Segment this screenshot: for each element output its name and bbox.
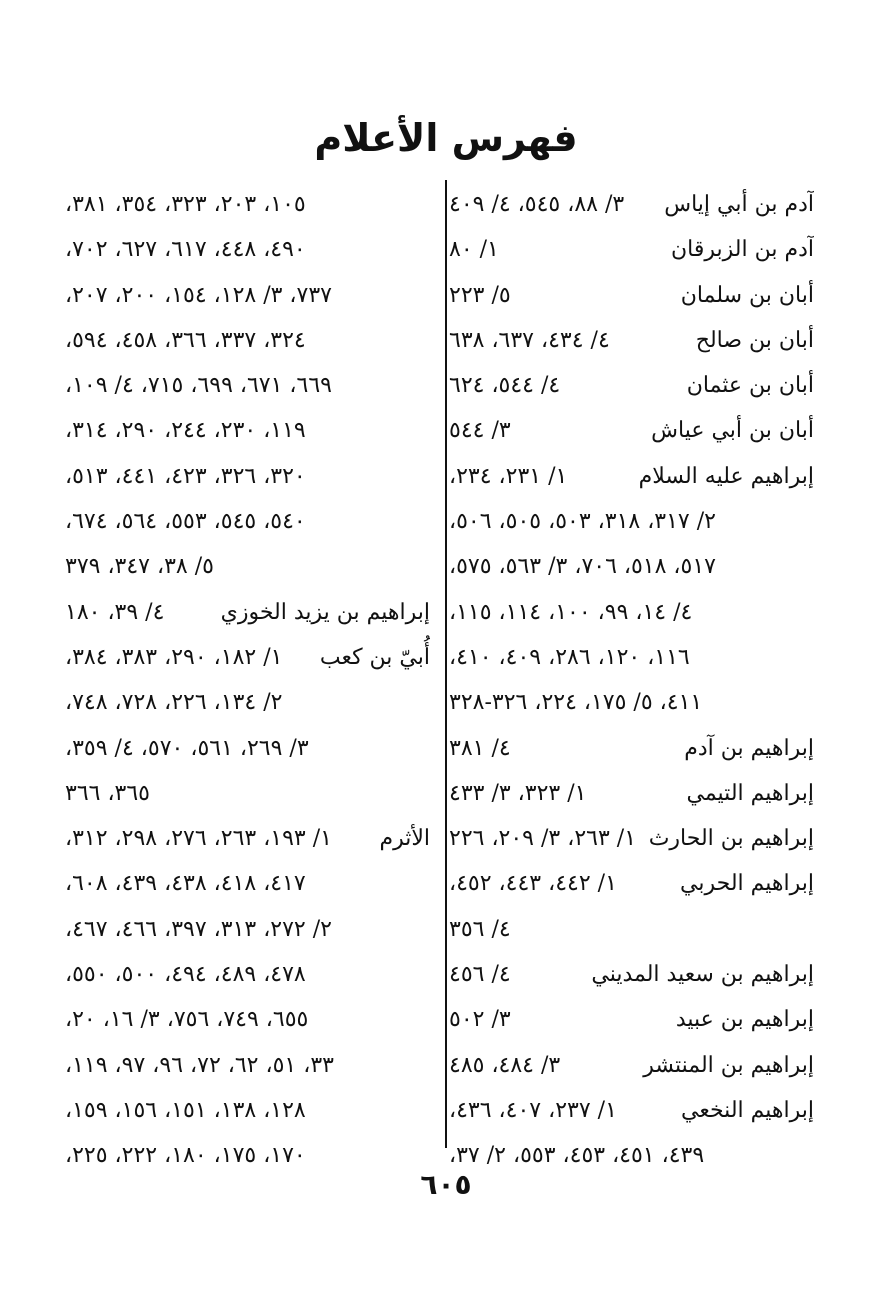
entry-name: إبراهيم بن يزيد الخوزي — [220, 599, 430, 625]
entry-page-refs: ٤/ ٣٩، ١٨٠ — [65, 599, 165, 625]
index-entry — [449, 816, 814, 861]
index-entry — [449, 907, 814, 952]
entry-name: إبراهيم بن المنتشر — [643, 1052, 814, 1078]
index-entry — [65, 318, 430, 363]
entry-page-refs: ٣٣، ٥١، ٦٢، ٧٢، ٩٦، ٩٧، ١١٩، — [65, 1052, 334, 1078]
index-entry — [449, 408, 814, 453]
entry-page-refs: ٣/ ٥٤٤ — [449, 418, 511, 444]
entry-page-refs: ١١٩، ٢٣٠، ٢٤٤، ٢٩٠، ٣١٤، — [65, 418, 306, 444]
index-column-right — [449, 182, 814, 1179]
entry-name: إبراهيم بن عبيد — [675, 1007, 814, 1033]
index-entry — [65, 816, 430, 861]
entry-page-refs: ٤/ ٣٥٦ — [449, 916, 511, 942]
entry-page-refs: ٤/ ١٤، ٩٩، ١٠٠، ١١٤، ١١٥، — [449, 599, 693, 625]
entry-name: إبراهيم بن الحارث — [648, 826, 814, 852]
entry-page-refs: ٣٢٠، ٣٢٦، ٤٢٣، ٤٤١، ٥١٣، — [65, 463, 306, 489]
entry-page-refs: ٧٣٧، ٣/ ١٢٨، ١٥٤، ٢٠٠، ٢٠٧، — [65, 282, 332, 308]
index-column-left — [65, 182, 430, 1179]
index-entry — [449, 227, 814, 272]
index-entry — [449, 318, 814, 363]
index-entry — [65, 227, 430, 272]
entry-page-refs: ١٧٠، ١٧٥، ١٨٠، ٢٢٢، ٢٢٥، — [65, 1143, 306, 1169]
entry-page-refs: ١١٦، ١٢٠، ٢٨٦، ٤٠٩، ٤١٠، — [449, 644, 690, 670]
entry-page-refs: ٣/ ٨٨، ٥٤٥، ٤/ ٤٠٩ — [449, 192, 625, 217]
entry-name: إبراهيم بن سعيد المديني — [591, 962, 814, 988]
entry-name: أُبيّ بن كعب — [319, 644, 430, 670]
entry-page-refs: ١/ ١٨٢، ٢٩٠، ٣٨٣، ٣٨٤، — [65, 644, 283, 670]
entry-page-refs: ٥/ ٣٨، ٣٤٧، ٣٧٩ — [65, 554, 214, 580]
entry-name: أبان بن سلمان — [680, 282, 814, 308]
page-number: ٦٠٥ — [420, 1168, 472, 1201]
entry-name: الأثرم — [379, 826, 430, 852]
index-entry — [65, 363, 430, 408]
index-entry — [65, 726, 430, 771]
entry-page-refs: ١/ ٢٣٧، ٤٠٧، ٤٣٦، — [449, 1097, 617, 1123]
entry-page-refs: ٤/ ٤٥٦ — [449, 962, 511, 988]
entry-page-refs: ٤/ ٥٤٤، ٦٢٤ — [449, 373, 561, 399]
index-entry — [65, 182, 430, 227]
entry-page-refs: ٦٥٥، ٧٤٩، ٧٥٦، ٣/ ١٦، ٢٠، — [65, 1007, 309, 1033]
index-entry — [65, 997, 430, 1042]
entry-page-refs: ٣٦٥، ٣٦٦ — [65, 780, 150, 806]
entry-page-refs: ٢/ ١٣٤، ٢٢٦، ٧٢٨، ٧٤٨، — [65, 690, 283, 716]
entry-page-refs: ٤٩٠، ٤٤٨، ٦١٧، ٦٢٧، ٧٠٢، — [65, 237, 306, 263]
entry-page-refs: ٥١٧، ٥١٨، ٧٠٦، ٣/ ٥٦٣، ٥٧٥، — [449, 554, 716, 580]
index-entry — [65, 273, 430, 318]
entry-page-refs: ٢/ ٢٧٢، ٣١٣، ٣٩٧، ٤٦٦، ٤٦٧، — [65, 916, 332, 942]
index-entry — [65, 952, 430, 997]
entry-name: آدم بن الزبرقان — [671, 237, 814, 263]
index-entry — [449, 726, 814, 771]
entry-page-refs: ١/ ٤٤٢، ٤٤٣، ٤٥٢، — [449, 871, 617, 897]
entry-page-refs: ١٢٨، ١٣٨، ١٥١، ١٥٦، ١٥٩، — [65, 1097, 306, 1123]
index-entry — [65, 861, 430, 906]
entry-name: أبان بن عثمان — [686, 373, 814, 399]
index-entry — [449, 997, 814, 1042]
entry-name: إبراهيم النخعي — [681, 1097, 814, 1123]
entry-page-refs: ٣/ ٤٨٤، ٤٨٥ — [449, 1052, 561, 1078]
entry-page-refs: ٤٧٨، ٤٨٩، ٤٩٤، ٥٠٠، ٥٥٠، — [65, 962, 306, 988]
entry-page-refs: ١/ ٣٢٣، ٣/ ٤٣٣ — [449, 780, 587, 806]
entry-name: إبراهيم بن آدم — [684, 735, 814, 761]
entry-page-refs: ٦٦٩، ٦٧١، ٦٩٩، ٧١٥، ٤/ ١٠٩، — [65, 373, 332, 399]
index-entry — [449, 680, 814, 725]
index-entry — [449, 1043, 814, 1088]
entry-page-refs: ٥٤٠، ٥٤٥، ٥٥٣، ٥٦٤، ٦٧٤، — [65, 509, 306, 535]
index-entry — [65, 635, 430, 680]
entry-name: أبان بن صالح — [695, 327, 814, 353]
index-entry — [449, 1088, 814, 1133]
entry-page-refs: ٤١٧، ٤١٨، ٤٣٨، ٤٣٩، ٦٠٨، — [65, 871, 306, 897]
entry-page-refs: ١/ ٢٣١، ٢٣٤، — [449, 463, 568, 489]
index-entry — [449, 861, 814, 906]
entry-name: إبراهيم التيمي — [686, 780, 814, 806]
entry-page-refs: ٤٣٩، ٤٥١، ٤٥٣، ٥٥٣، ٢/ ٣٧، — [449, 1143, 705, 1169]
entry-page-refs: ١٠٥، ٢٠٣، ٣٢٣، ٣٥٤، ٣٨١، — [65, 192, 306, 217]
entry-page-refs: ٤١١، ٥/ ١٧٥، ٢٢٤، ٣٢٦-٣٢٨ — [449, 690, 703, 716]
index-entry — [449, 363, 814, 408]
entry-page-refs: ٢/ ٣١٧، ٣١٨، ٥٠٣، ٥٠٥، ٥٠٦، — [449, 509, 716, 535]
entry-page-refs: ٣/ ٢٦٩، ٥٦١، ٥٧٠، ٤/ ٣٥٩، — [65, 735, 309, 761]
index-entry — [449, 544, 814, 589]
index-entry — [65, 590, 430, 635]
index-entry — [449, 454, 814, 499]
index-entry — [65, 499, 430, 544]
index-entry — [65, 408, 430, 453]
entry-page-refs: ٣/ ٥٠٢ — [449, 1007, 511, 1033]
index-entry — [449, 182, 814, 227]
page-title: فهرس الأعلام — [314, 116, 578, 161]
entry-page-refs: ٤/ ٤٣٤، ٦٣٧، ٦٣٨ — [449, 327, 610, 353]
index-entry — [65, 454, 430, 499]
index-entry — [65, 1043, 430, 1088]
index-entry — [449, 771, 814, 816]
entry-name: إبراهيم الحربي — [680, 871, 814, 897]
entry-page-refs: ١/ ١٩٣، ٢٦٣، ٢٧٦، ٢٩٨، ٣١٢، — [65, 826, 332, 852]
index-entry — [65, 1088, 430, 1133]
entry-page-refs: ٣٢٤، ٣٣٧، ٣٦٦، ٤٥٨، ٥٩٤، — [65, 327, 306, 353]
index-entry — [449, 590, 814, 635]
column-divider — [445, 180, 447, 1148]
index-entry — [65, 771, 430, 816]
index-entry — [65, 680, 430, 725]
entry-page-refs: ٤/ ٣٨١ — [449, 735, 511, 761]
index-entry — [449, 635, 814, 680]
entry-page-refs: ١/ ٨٠ — [449, 237, 499, 263]
entry-name: أبان بن أبي عياش — [651, 418, 814, 444]
entry-name: آدم بن أبي إياس — [664, 192, 814, 217]
index-entry — [449, 952, 814, 997]
index-entry — [65, 907, 430, 952]
entry-page-refs: ١/ ٢٦٣، ٣/ ٢٠٩، ٢٢٦ — [449, 826, 637, 852]
index-entry — [449, 499, 814, 544]
entry-page-refs: ٥/ ٢٢٣ — [449, 282, 511, 308]
index-entry — [65, 544, 430, 589]
entry-name: إبراهيم عليه السلام — [638, 463, 814, 489]
index-entry — [449, 273, 814, 318]
